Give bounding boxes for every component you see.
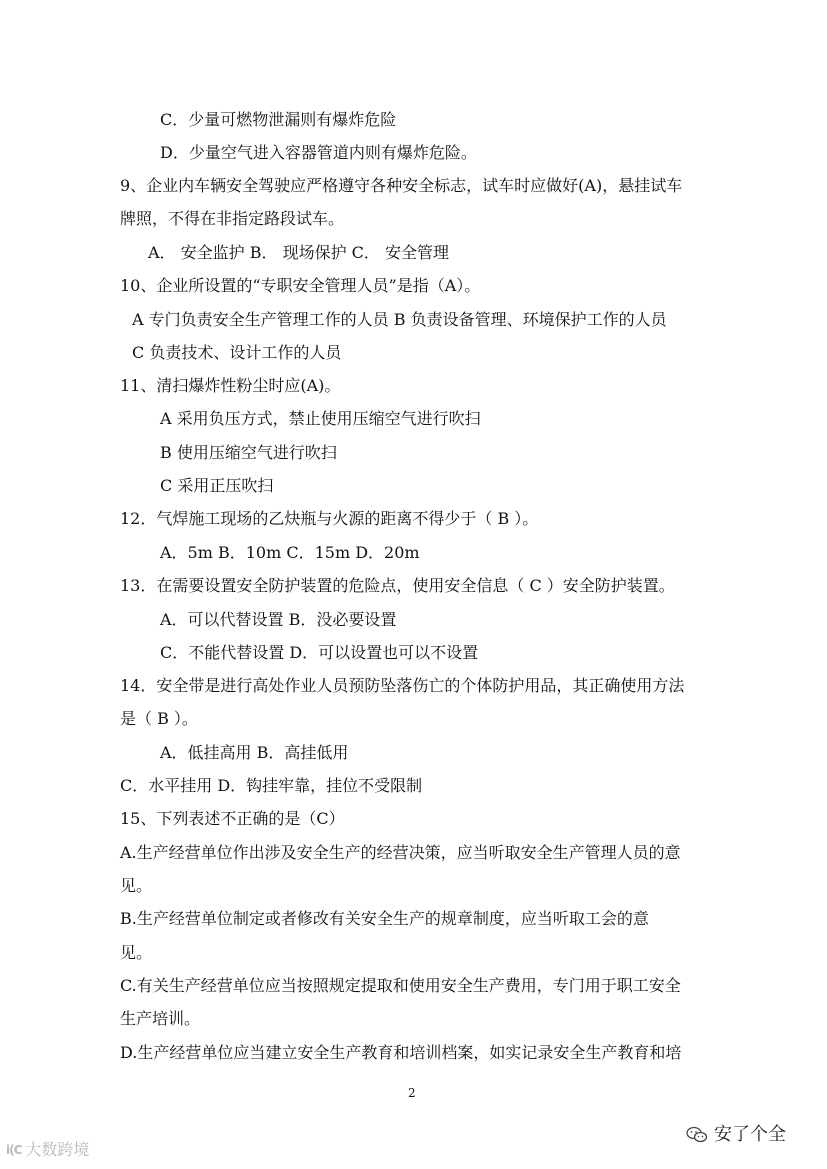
wechat-icon <box>686 1126 708 1144</box>
text-line: C．少量可燃物泄漏则有爆炸危险 <box>160 110 397 129</box>
watermark-right-text: 安了个全 <box>714 1124 786 1145</box>
options-line: A 专门负责安全生产管理工作的人员 B 负责设备管理、环境保护工作的人员 <box>132 310 667 329</box>
text-line: 见。 <box>120 943 153 962</box>
options-line: C．不能代替设置 D．可以设置也可以不设置 <box>160 643 479 662</box>
statement-a: A.生产经营单位作出涉及安全生产的经营决策，应当听取安全生产管理人员的意 <box>120 843 681 862</box>
options-line: A． 安全监护 B． 现场保护 C． 安全管理 <box>148 243 449 262</box>
statement-d: D.生产经营单位应当建立安全生产教育和培训档案，如实记录安全生产教育和培 <box>120 1043 682 1062</box>
watermark-logo: i(C <box>6 1143 22 1157</box>
options-line: A．可以代替设置 B．没必要设置 <box>160 610 397 629</box>
statement-b: B.生产经营单位制定或者修改有关安全生产的规章制度，应当听取工会的意 <box>120 909 649 928</box>
text-line: 是（ B ）。 <box>120 709 198 728</box>
options-line: C．水平挂用 D．钩挂牢靠，挂位不受限制 <box>120 776 423 795</box>
text-line: D．少量空气进入容器管道内则有爆炸危险。 <box>160 143 477 162</box>
page-number: 2 <box>408 1086 416 1100</box>
options-line: A．低挂高用 B．高挂低用 <box>160 743 349 762</box>
text-line: 生产培训。 <box>120 1009 201 1028</box>
question-13: 13．在需要设置安全防护装置的危险点，使用安全信息（ C ）安全防护装置。 <box>120 576 675 595</box>
options-line: B 使用压缩空气进行吹扫 <box>160 443 337 462</box>
options-line: C 采用正压吹扫 <box>160 476 274 495</box>
question-10: 10、企业所设置的“专职安全管理人员”是指（A）。 <box>120 276 481 295</box>
watermark-left <box>6 1140 89 1160</box>
question-11: 11、清扫爆炸性粉尘时应(A)。 <box>120 376 341 395</box>
watermark-left-text: 大数跨境 <box>25 1140 90 1159</box>
question-12: 12．气焊施工现场的乙炔瓶与火源的距离不得少于（ B ）。 <box>120 509 539 528</box>
text-line: 牌照，不得在非指定路段试车。 <box>120 209 345 228</box>
question-14: 14．安全带是进行高处作业人员预防坠落伤亡的个体防护用品，其正确使用方法 <box>120 676 685 695</box>
text-line: 见。 <box>120 876 153 895</box>
statement-c: C.有关生产经营单位应当按照规定提取和使用安全生产费用，专门用于职工安全 <box>120 976 681 995</box>
options-line: A 采用负压方式，禁止使用压缩空气进行吹扫 <box>160 409 481 428</box>
options-line: A．5m B．10m C．15m D．20m <box>160 543 420 562</box>
question-15: 15、下列表述不正确的是（C） <box>120 809 345 828</box>
question-9: 9、企业内车辆安全驾驶应严格遵守各种安全标志，试车时应做好(A)，悬挂试车 <box>120 176 683 195</box>
options-line: C 负责技术、设计工作的人员 <box>132 343 342 362</box>
watermark-right <box>686 1124 786 1146</box>
